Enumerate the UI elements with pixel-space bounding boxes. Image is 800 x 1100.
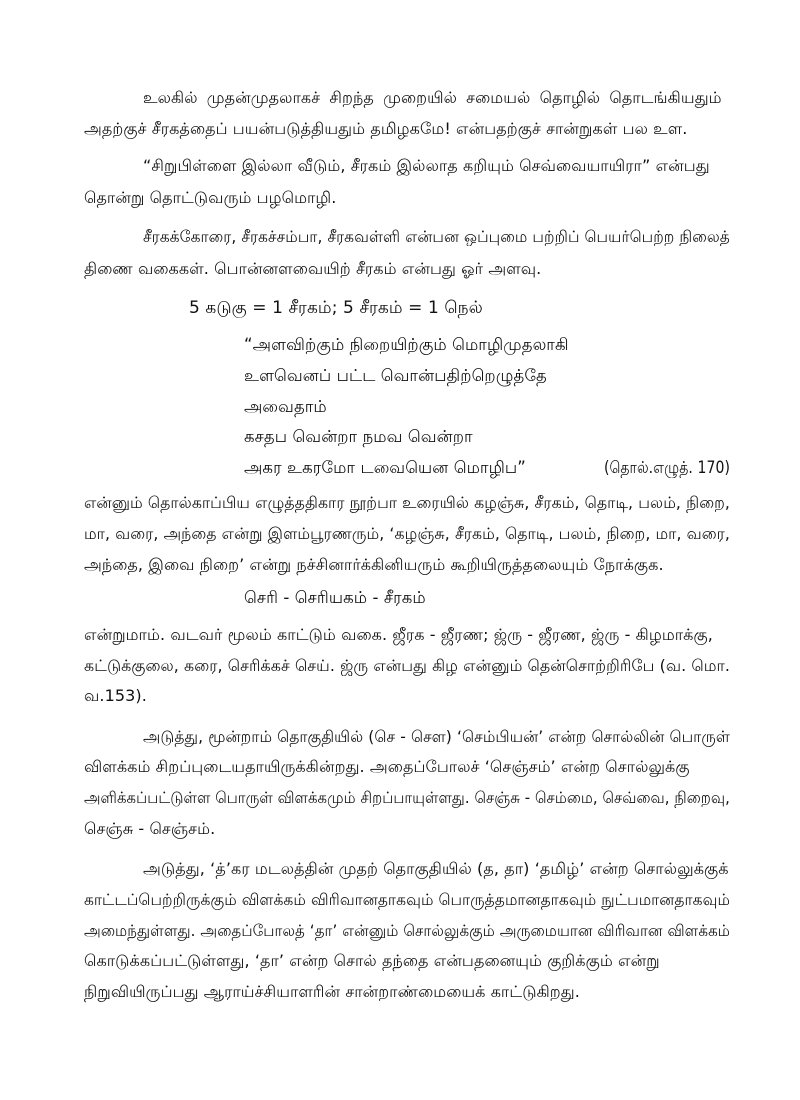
paragraph-6-line-3: அளிக்கப்பட்டுள்ள பொருள் விளக்கமும் சிறப்பாயுள்ளது. செஞ்சு - செம்மை, செவ்வை, நிறைவு, — [84, 788, 730, 808]
paragraph-6-line-4: செஞ்சு - செஞ்சம். — [84, 818, 216, 838]
paragraph-7-line-2: காட்டப்பெற்றிருக்கும் விளக்கம் விரிவானதாகவும் பொருத்தமானதாகவும் நுட்பமானதாகவும் — [84, 889, 731, 909]
poem-line-4: கசதப வென்றா நமவ வென்றா — [244, 427, 473, 447]
paragraph-3-line-2: திணை வகைகள். பொன்னளவையிற் சீரகம் என்பது ஓர் அளவு. — [84, 258, 542, 278]
poem-line-5: அகர உகரமோ டவையென மொழிப” — [244, 458, 526, 478]
poem-line-1: “அளவிற்கும் நிறையிற்கும் மொழிமுதலாகி — [244, 334, 569, 354]
paragraph-6-line-1: அடுத்து, மூன்றாம் தொகுதியில் (செ - சௌ) ‘செம்பியன்’ என்ற சொல்லின் பொருள் — [143, 726, 730, 746]
paragraph-7-line-1: அடுத்து, ‘த்’கர மடலத்தின் முதற் தொகுதியில் (த, தா) ‘தமிழ்’ என்ற சொல்லுக்குக் — [143, 859, 729, 879]
paragraph-5-line-1: என்றுமாம். வடவர் மூலம் காட்டும் வகை. ஜீரக - ஜீரண; ஜ்ரு - ஜீரண, ஜ்ரு - கிழமாக்கு, — [84, 624, 713, 644]
paragraph-1-line-1: உலகில் முதன்முதலாகச் சிறந்த முறையில் சமையல் தொழில் தொடங்கியதும் — [143, 87, 722, 107]
paragraph-4-line-3: அந்தை, இவை நிறை’ என்று நச்சினார்க்கினியரும் கூறியிருத்தலையும் நோக்குக. — [84, 554, 664, 574]
poem-line-3: அவைதாம் — [244, 396, 327, 416]
paragraph-6-line-2: விளக்கம் சிறப்புடையதாயிருக்கின்றது. அதைப்போலச் ‘செஞ்சம்’ என்ற சொல்லுக்கு — [84, 757, 690, 777]
etymology-heading: செரி - செரியகம் - சீரகம் — [244, 588, 426, 608]
paragraph-2-line-1: “சிறுபிள்ளை இல்லா வீடும், சீரகம் இல்லாத கறியும் செவ்வையாயிரா” என்பது — [143, 156, 710, 176]
paragraph-4-line-2: மா, வரை, அந்தை என்று இளம்பூரணரும், ‘கழஞ்சு, சீரகம், தொடி, பலம், நிறை, மா, வரை, — [84, 523, 730, 543]
paragraph-7-line-4: கொடுக்கப்பட்டுள்ளது, ‘தா’ என்ற சொல் தந்தை என்பதனையும் குறிக்கும் என்று — [84, 951, 660, 971]
paragraph-7-line-3: அமைந்துள்ளது. அதைப்போலத் ‘தா’ என்னும் சொல்லுக்கும் அருமையான விரிவான விளக்கம் — [84, 920, 730, 940]
paragraph-2-line-2: தொன்று தொட்டுவரும் பழமொழி. — [84, 187, 337, 207]
poem-citation: (தொல்.எழுத். 170) — [604, 458, 730, 478]
poem-line-2: உளவெனப் பட்ட வொன்பதிற்றெழுத்தே — [244, 365, 547, 385]
paragraph-5-line-2: கட்டுக்குலை, கரை, செரிக்கச் செய். ஜ்ரு என்பது கிழ என்னும் தென்சொற்றிரிபே (வ. மொ. — [84, 655, 731, 675]
paragraph-4-line-1: என்னும் தொல்காப்பிய எழுத்ததிகார நூற்பா உரையில் கழஞ்சு, சீரகம், தொடி, பலம், நிறை, — [84, 493, 731, 513]
paragraph-1-line-2: அதற்குச் சீரகத்தைப் பயன்படுத்தியதும் தமிழகமே! என்பதற்குச் சான்றுகள் பல உள. — [84, 118, 688, 138]
paragraph-5-line-3: வ.153). — [84, 686, 147, 706]
paragraph-7-line-5: நிறுவியிருப்பது ஆராய்ச்சியாளரின் சான்றாண்மையைக் காட்டுகிறது. — [84, 982, 580, 1002]
paragraph-3-line-1: சீரகக்கோரை, சீரகச்சம்பா, சீரகவள்ளி என்பன ஒப்புமை பற்றிப் பெயர்பெற்ற நிலைத் — [143, 227, 730, 247]
measure-formula: 5 கடுகு = 1 சீரகம்; 5 சீரகம் = 1 நெல் — [189, 298, 483, 319]
